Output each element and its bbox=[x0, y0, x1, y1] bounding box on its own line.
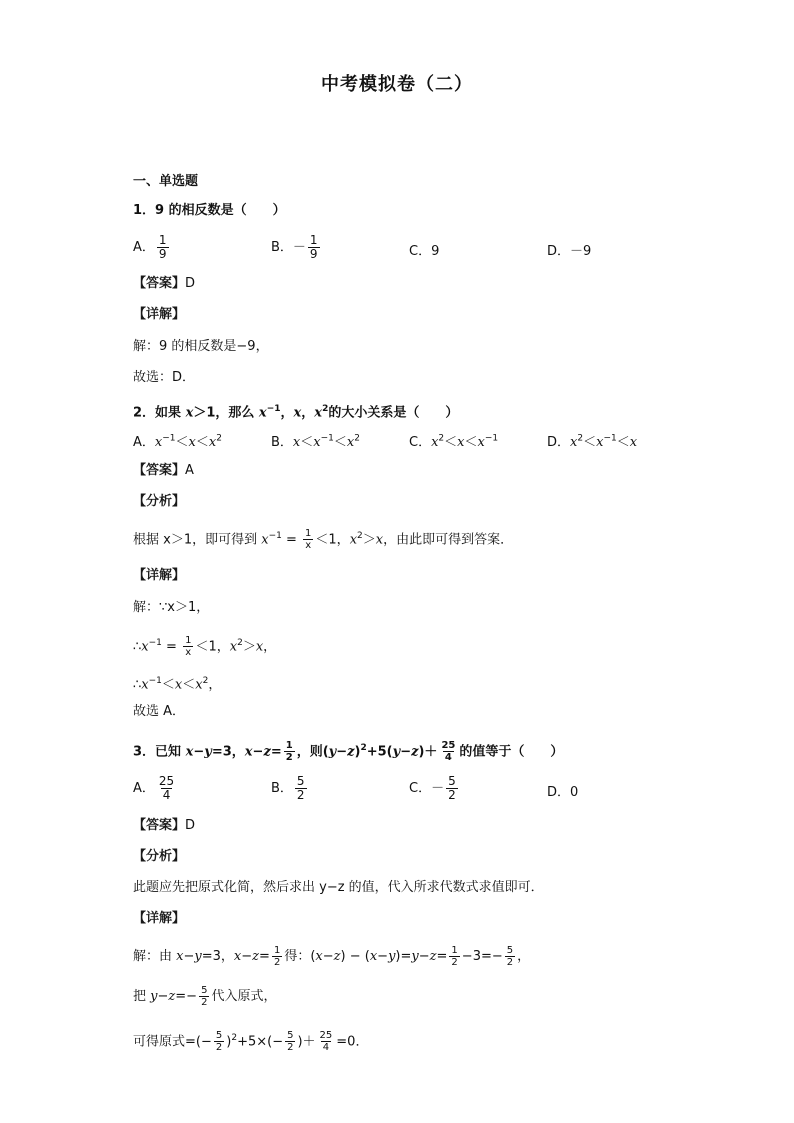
q1-option-a: A． $\frac{1}{9}$ bbox=[133, 233, 167, 261]
section-heading: 一、单选题 bbox=[133, 174, 199, 189]
q2-analysis-text: 根据 x＞1，即可得到 $x^{-1}$ = $\frac{1}{x}$ ＜1，$x^2>x$，由此即可得到答案． bbox=[133, 528, 514, 552]
q2-option-b: B．$x<x^{-1}<x^2$ bbox=[271, 433, 360, 450]
q3-option-b: B． $\frac{5}{2}$ bbox=[271, 774, 305, 802]
q3-stem: 3．已知 x−y=3，x−z= $\frac{1}{2}$ ，则$(y-z)^2+5(y-z)+$ $\frac{25}{4}$ 的值等于（ ） bbox=[133, 740, 564, 764]
q1-option-d: D．－9 bbox=[547, 244, 592, 259]
q3-option-c: C．－ $\frac{5}{2}$ bbox=[409, 774, 456, 802]
q2-stem: 2．如果 x＞1，那么 $x^{-1}$，x，$x^2$的大小关系是（ ） bbox=[133, 404, 459, 421]
q2-solution-line-4: 故选 A． bbox=[133, 704, 186, 719]
q3-option-d: D．0 bbox=[547, 785, 579, 800]
q3-option-a: A． $\frac{25}{4}$ bbox=[133, 774, 175, 802]
q3-solution-line-2: 把 y−z=− $\frac{5}{2}$ 代入原式， bbox=[133, 985, 277, 1008]
q1-solution-line-2: 故选：D． bbox=[133, 370, 196, 385]
page-title: 中考模拟卷（二） bbox=[321, 74, 473, 95]
q1-option-b: B．－ $\frac{1}{9}$ bbox=[271, 233, 318, 261]
q2-option-a: A．$x^{-1}<x<x^2$ bbox=[133, 433, 222, 450]
q3-solution-line-3: 可得原式=(− $\frac{5}{2}$ )$^2$+5×(− $\frac{5}{2}$ )＋ $\frac{25}{4}$ =0． bbox=[133, 1030, 369, 1054]
q2-option-d: D．$x^2<x^{-1}<x$ bbox=[547, 433, 638, 450]
q1-solution-line-1: 解：9 的相反数是−9， bbox=[133, 339, 269, 354]
q2-solution-line-1: 解：∵x＞1， bbox=[133, 600, 210, 615]
q2-option-c: C．$x^2<x<x^{-1}$ bbox=[409, 433, 499, 450]
q3-answer: 【答案】D bbox=[133, 818, 196, 833]
q3-analysis-label: 【分析】 bbox=[133, 849, 186, 864]
q1-answer: 【答案】D bbox=[133, 276, 196, 291]
q1-stem: 1．9 的相反数是（ ） bbox=[133, 203, 286, 218]
q3-analysis-text: 此题应先把原式化简，然后求出 y−z 的值，代入所求代数式求值即可． bbox=[133, 880, 544, 895]
q1-detail-label: 【详解】 bbox=[133, 307, 186, 322]
q3-solution-line-1: 解：由 x−y=3，x−z= $\frac{1}{2}$ 得：(x−z) − (x−y)=y−z= $\frac{1}{2}$ −3=− $\frac{5}{2}$ ， bbox=[133, 945, 531, 968]
q2-solution-line-2: $\therefore x^{-1}$ = $\frac{1}{x}$ ＜1，$x^2>x$， bbox=[133, 635, 277, 659]
q2-answer: 【答案】A bbox=[133, 463, 194, 478]
q3-detail-label: 【详解】 bbox=[133, 911, 186, 926]
q2-solution-line-3: $\therefore x^{-1}<x<x^2$， bbox=[133, 676, 222, 693]
q2-analysis-label: 【分析】 bbox=[133, 494, 186, 509]
q2-detail-label: 【详解】 bbox=[133, 568, 186, 583]
q1-option-c: C．9 bbox=[409, 244, 440, 259]
